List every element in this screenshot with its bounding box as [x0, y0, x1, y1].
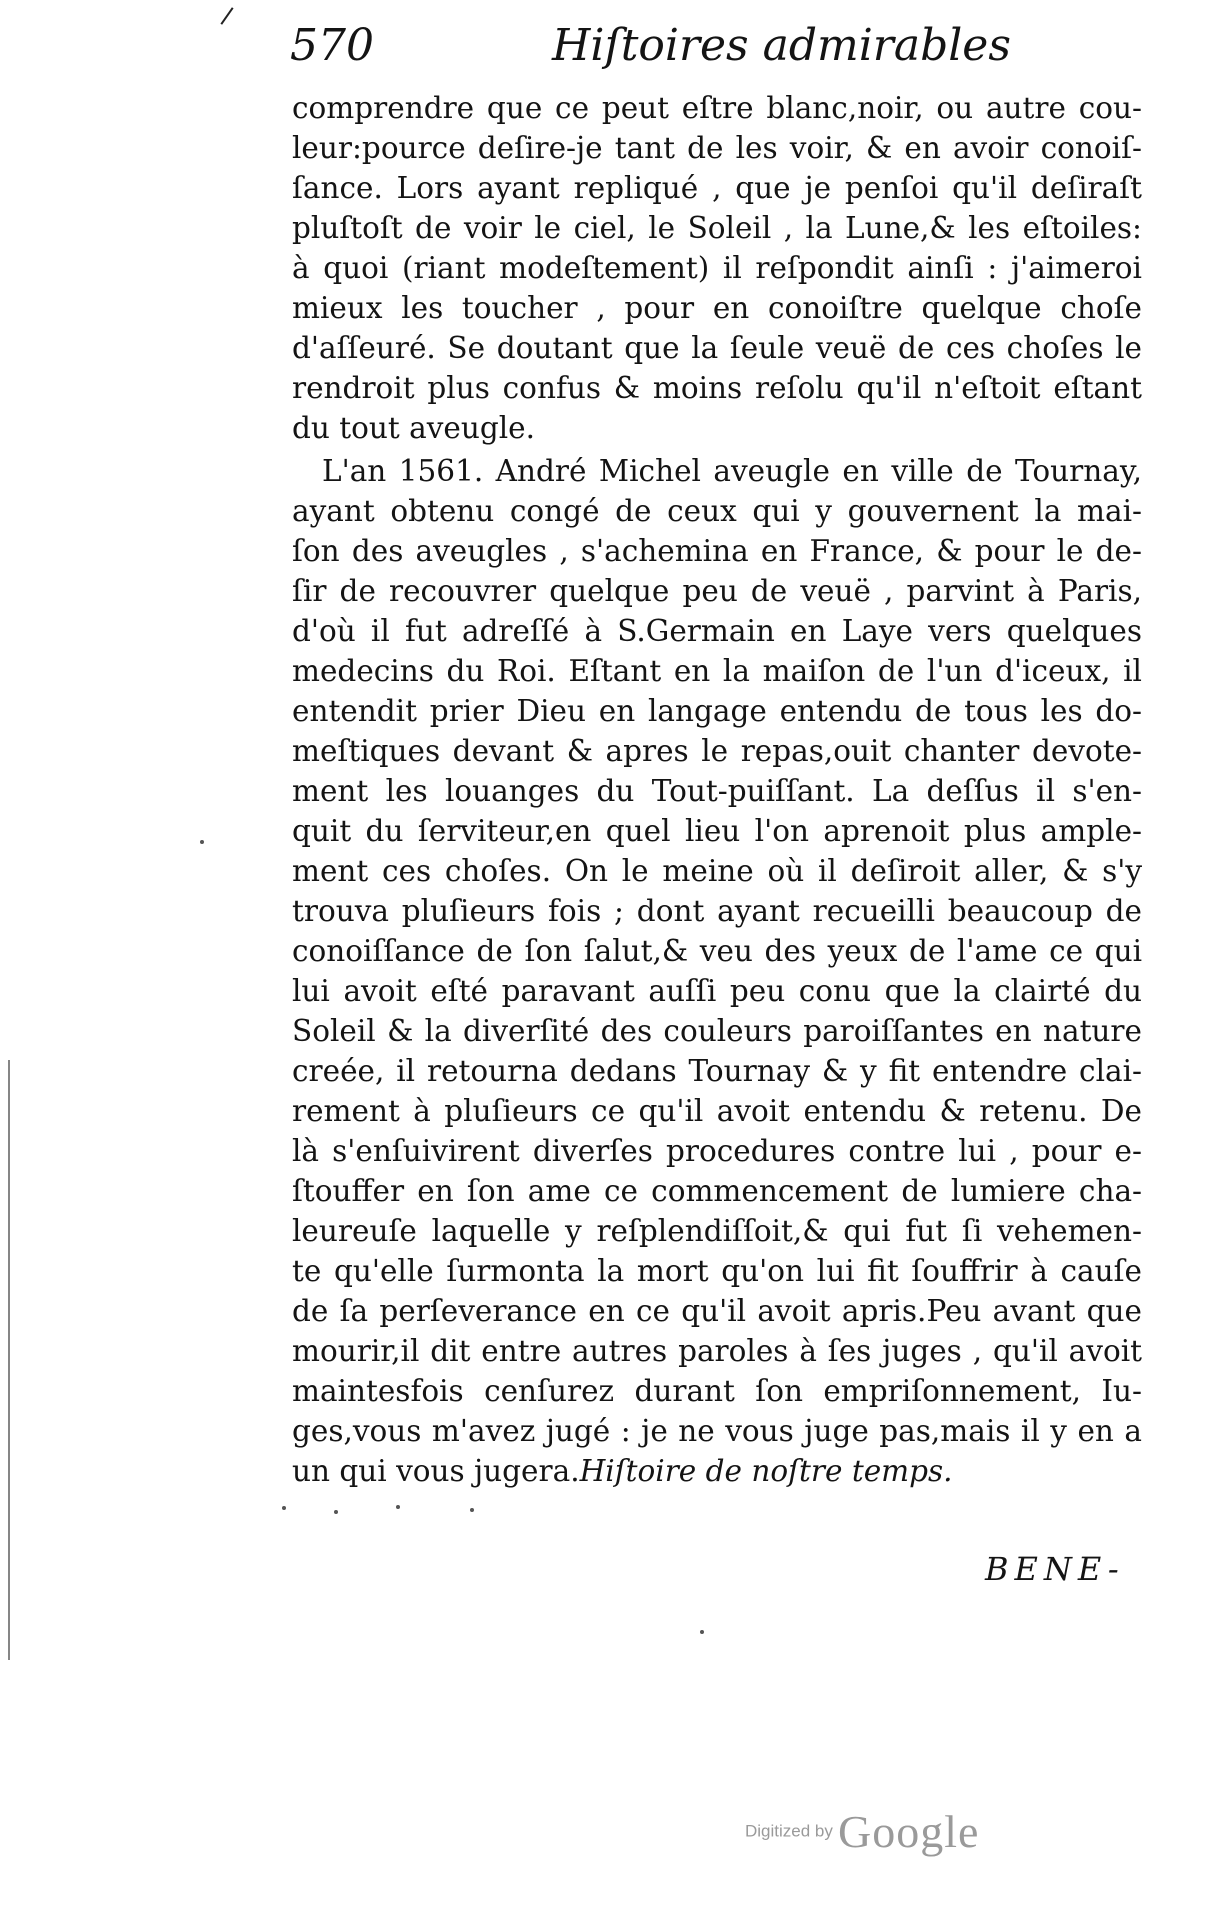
text-line: ſon des aveugles , s'achemina en France, & pour le de-: [292, 534, 1142, 568]
page-edge-mark: [8, 1060, 10, 1660]
text-line: là s'enſuivirent diverſes procedures contre lui , pour e-: [292, 1134, 1142, 1168]
catchword: BENE-: [985, 1550, 1125, 1588]
text-line: te qu'elle ſurmonta la mort qu'on lui fit ſouffrir à cauſe: [292, 1254, 1142, 1288]
text-line: trouva pluſieurs fois ; dont ayant recueilli beaucoup de: [292, 894, 1142, 928]
watermark-prefix: Digitized by: [745, 1821, 833, 1841]
body-text: [292, 88, 1142, 1491]
ink-speck: [334, 1510, 338, 1514]
text-line: d'aſſeuré. Se doutant que la ſeule veuë de ces choſes le: [292, 331, 1142, 365]
running-head: Hiſtoires admirables: [552, 20, 1011, 71]
page-number: 570: [290, 20, 374, 71]
text-line: ſance. Lors ayant repliqué , que je penſoi qu'il deſiraſt: [292, 171, 1142, 205]
text-line: conoiſſance de ſon ſalut,& veu des yeux de l'ame ce qui: [292, 934, 1142, 968]
text-line: mourir,il dit entre autres paroles à ſes juges , qu'il avoit: [292, 1334, 1142, 1368]
ink-speck: [200, 840, 204, 844]
text-line: entendit prier Dieu en langage entendu de tous les do-: [292, 694, 1142, 728]
ink-speck: [396, 1505, 400, 1509]
text-line: d'où il fut adreſſé à S.Germain en Laye vers quelques: [292, 614, 1142, 648]
text-line: Soleil & la diverſité des couleurs paroiſſantes en nature: [292, 1014, 1142, 1048]
ink-speck: [282, 1506, 286, 1510]
text-line: lui avoit eſté paravant auſſi peu conu que la clairté du: [292, 974, 1142, 1008]
text-line: L'an 1561. André Michel aveugle en ville de Tournay,: [322, 454, 1142, 488]
text-line: rendroit plus confus & moins reſolu qu'il n'eſtoit eſtant: [292, 371, 1142, 405]
text-line: ment les louanges du Tout-puiſſant. La deſſus il s'en-: [292, 774, 1142, 808]
text-line: à quoi (riant modeſtement) il reſpondit ainſi : j'aimeroi: [292, 251, 1142, 285]
text-line: meſtiques devant & apres le repas,ouit chanter devote-: [292, 734, 1142, 768]
text-line: leur:pource deſire-je tant de les voir, & en avoir conoiſ-: [292, 131, 1142, 165]
text-line: ment ces choſes. On le meine où il deſiroit aller, & s'y: [292, 854, 1142, 888]
google-logo: Google: [837, 1806, 980, 1857]
text-line-end: un qui vous jugera.: [292, 1454, 580, 1488]
text-line: ayant obtenu congé de ceux qui y gouvernent la mai-: [292, 494, 1142, 528]
text-line: mieux les toucher , pour en conoiſtre quelque choſe: [292, 291, 1142, 325]
text-line: ſtouffer en ſon ame ce commencement de lumiere cha-: [292, 1174, 1142, 1208]
text-line: pluſtoſt de voir le ciel, le Soleil , la Lune,& les eſtoiles:: [292, 211, 1142, 245]
text-line: medecins du Roi. Eſtant en la maiſon de l'un d'iceux, il: [292, 654, 1142, 688]
source-citation: Hiſtoire de noſtre temps.: [579, 1454, 953, 1488]
ink-stroke: [220, 7, 233, 25]
digitization-watermark: [745, 1805, 979, 1855]
text-line: rement à pluſieurs ce qu'il avoit entendu & retenu. De: [292, 1094, 1142, 1128]
page-header: [290, 20, 1150, 84]
text-line: de ſa perſeverance en ce qu'il avoit apris.Peu avant que: [292, 1294, 1142, 1328]
text-line: leureuſe laquelle y reſplendiſſoit,& qui fut ſi vehemen-: [292, 1214, 1142, 1248]
text-line: maintesfois cenſurez durant ſon empriſonnement, Iu-: [292, 1374, 1142, 1408]
text-line: quit du ſerviteur,en quel lieu l'on aprenoit plus ample-: [292, 814, 1142, 848]
text-line: du tout aveugle.: [292, 411, 535, 445]
text-line: ges,vous m'avez jugé : je ne vous juge pas,mais il y en a: [292, 1414, 1142, 1448]
ink-speck: [700, 1630, 704, 1634]
ink-speck: [470, 1508, 474, 1512]
text-line-final: [292, 1451, 1142, 1491]
text-line: comprendre que ce peut eſtre blanc,noir, ou autre cou-: [292, 91, 1142, 125]
text-line: ſir de recouvrer quelque peu de veuë , parvint à Paris,: [292, 574, 1142, 608]
text-line: creée, il retourna dedans Tournay & y fit entendre clai-: [292, 1054, 1142, 1088]
